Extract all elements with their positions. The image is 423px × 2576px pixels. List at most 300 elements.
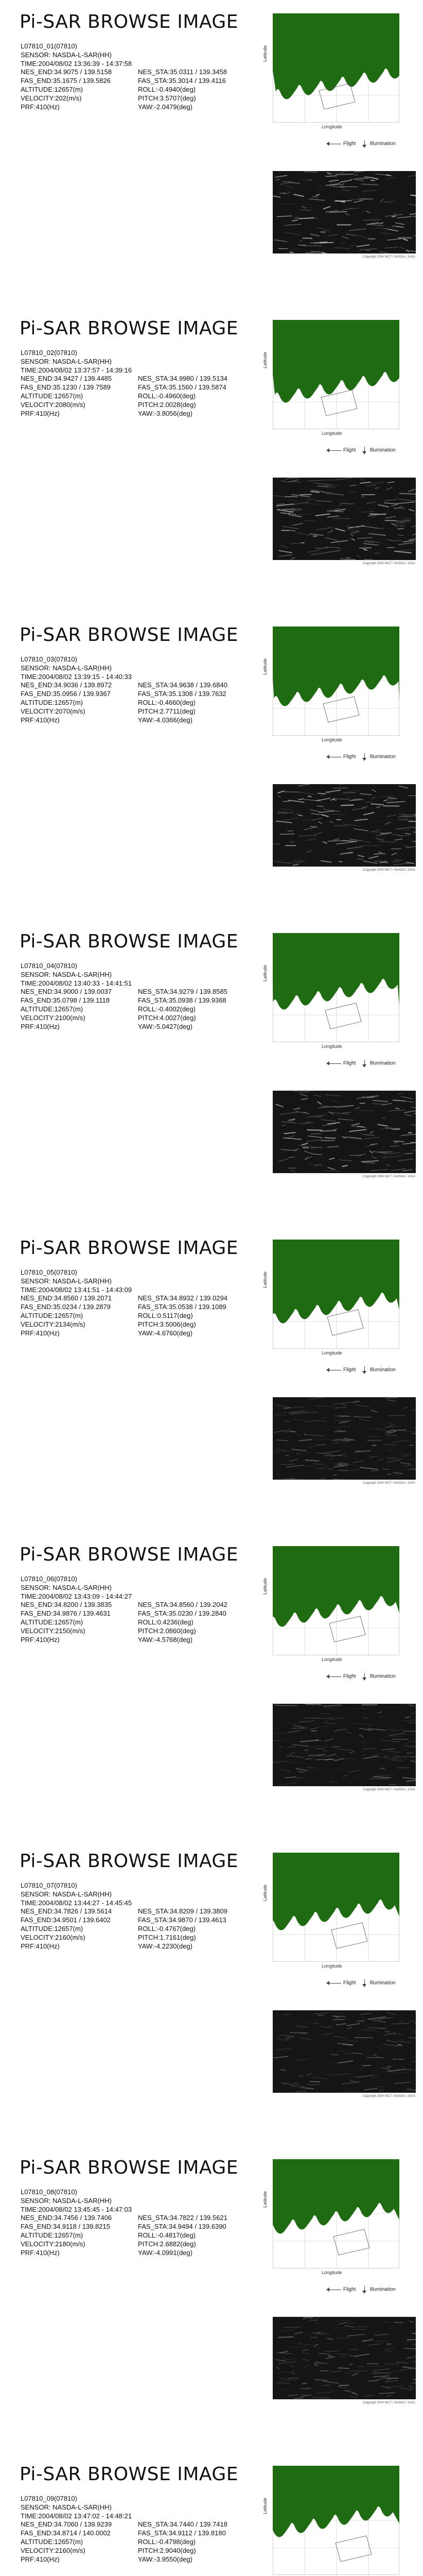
page-title: Pi-SAR BROWSE IMAGE <box>20 2157 239 2178</box>
prf-value: PRF:410(Hz) <box>21 1022 60 1030</box>
sar-streak <box>350 1708 365 1709</box>
meta-row <box>21 366 132 375</box>
browse-sheet <box>0 1226 423 1533</box>
altitude-value: ALTITUDE:12657(m) <box>21 2231 83 2239</box>
sar-streak <box>290 1431 296 1432</box>
pitch-value: PITCH:4.0027(deg) <box>138 1013 196 1022</box>
map-legend <box>327 1673 396 1680</box>
meta-row <box>21 1329 192 1338</box>
location-map <box>273 2466 399 2575</box>
time-value: TIME:2004/08/02 13:44:27 - 14:45:45 <box>21 1899 132 1907</box>
sar-streak <box>369 1778 387 1779</box>
image-credit: Copyright 2004 NICT / NASDA / JAXA <box>363 869 415 872</box>
location-map <box>273 320 399 429</box>
velocity-value: VELOCITY:2180(m/s) <box>21 2240 85 2248</box>
roll-value: ROLL:-0.4767(deg) <box>138 1924 196 1933</box>
time-value: TIME:2004/08/02 13:41:51 - 14:43:09 <box>21 1285 132 1294</box>
nes-sta-value: NES_STA:34.9279 / 139.8585 <box>138 988 227 996</box>
meta-row <box>21 60 132 69</box>
nes-end-value: NES_END:34.7826 / 139.5614 <box>21 1907 112 1916</box>
time-value: TIME:2004/08/02 13:40:33 - 14:41:51 <box>21 979 132 987</box>
nes-end-value: NES_END:34.8200 / 139.3835 <box>21 1601 112 1609</box>
sar-streak <box>320 1726 328 1727</box>
sar-streak <box>339 1465 344 1466</box>
sar-browse-image <box>273 478 416 560</box>
yaw-value: YAW:-5.0427(deg) <box>138 1022 192 1030</box>
prf-value: PRF:410(Hz) <box>21 1329 60 1337</box>
latitude-label: Latitude <box>262 964 268 981</box>
legend-flight: Flight <box>343 1980 356 1986</box>
meta-row <box>21 2197 132 2206</box>
flight-arrow-icon <box>327 450 341 451</box>
altitude-value: ALTITUDE:12657(m) <box>21 2537 83 2546</box>
meta-row <box>21 2503 132 2512</box>
fas-end-value: FAS_END:35.0798 / 139.1118 <box>21 996 110 1005</box>
legend-flight: Flight <box>343 754 356 760</box>
sar-streak <box>325 211 331 212</box>
fas-end-value: FAS_END:34.9118 / 139.8215 <box>21 2223 110 2231</box>
meta-row <box>21 655 132 664</box>
prf-value: PRF:410(Hz) <box>21 1635 60 1643</box>
legend-flight: Flight <box>343 1060 356 1066</box>
legend-illumination: Illumination <box>369 1980 396 1986</box>
fas-sta-value: FAS_STA:34.9112 / 139.8180 <box>138 2529 226 2537</box>
meta-row <box>21 1022 192 1031</box>
legend-illumination: Illumination <box>369 447 396 453</box>
yaw-value: YAW:-3.8056(deg) <box>138 409 192 417</box>
latitude-label: Latitude <box>262 45 268 62</box>
sar-streak <box>307 1412 318 1413</box>
metadata-block <box>21 42 227 111</box>
sar-browse-image <box>273 2317 416 2399</box>
pitch-value: PITCH:2.7711(deg) <box>138 707 196 715</box>
meta-row <box>21 2495 132 2503</box>
meta-row <box>21 1268 132 1277</box>
sar-streak <box>380 528 384 529</box>
fas-end-value: FAS_END:34.9501 / 139.6402 <box>21 1916 111 1924</box>
meta-row <box>21 1320 196 1329</box>
fas-sta-value: FAS_STA:35.1560 / 139.5874 <box>138 383 226 392</box>
pitch-value: PITCH:1.7161(deg) <box>138 1933 196 1941</box>
yaw-value: YAW:-4.5768(deg) <box>138 1635 192 1643</box>
metadata-block <box>21 962 227 1031</box>
nes-end-value: NES_END:34.7456 / 139.7406 <box>21 2214 112 2222</box>
meta-row <box>21 383 226 392</box>
sar-streak <box>372 1445 376 1446</box>
time-value: TIME:2004/08/02 13:45:45 - 14:47:03 <box>21 2205 132 2213</box>
sensor-value: SENSOR: NASDA-L-SAR(HH) <box>21 1890 112 1898</box>
pitch-value: PITCH:2.0028(deg) <box>138 400 196 409</box>
sensor-value: SENSOR: NASDA-L-SAR(HH) <box>21 970 112 978</box>
meta-row <box>21 1311 193 1320</box>
location-map <box>273 933 399 1042</box>
prf-value: PRF:410(Hz) <box>21 2248 60 2257</box>
roll-value: ROLL:-0.4940(deg) <box>138 85 196 93</box>
image-credit: Copyright 2004 NICT / NASDA / JAXA <box>363 562 415 565</box>
fas-end-value: FAS_END:35.0234 / 139.2879 <box>21 1303 111 1311</box>
browse-sheet <box>0 307 423 613</box>
yaw-value: YAW:-2.0479(deg) <box>138 103 192 111</box>
sar-browse-image <box>273 2010 416 2093</box>
sar-streak <box>349 1155 362 1156</box>
sar-streak <box>371 180 375 181</box>
sar-streak <box>324 2385 330 2386</box>
map-legend <box>327 1060 396 1067</box>
sar-browse-image <box>273 171 416 253</box>
longitude-label: Longitude <box>322 737 342 742</box>
sar-streak <box>292 508 299 509</box>
sar-streak <box>332 518 350 519</box>
legend-flight: Flight <box>343 447 356 453</box>
meta-row <box>21 1286 132 1295</box>
sar-streak <box>283 801 290 802</box>
illumination-arrow-icon <box>362 2286 367 2293</box>
product-id: L07810_01(07810) <box>21 42 77 50</box>
product-id: L07810_09(07810) <box>21 2495 77 2502</box>
meta-row <box>21 690 226 699</box>
sensor-value: SENSOR: NASDA-L-SAR(HH) <box>21 1277 112 1285</box>
nes-end-value: NES_END:34.9075 / 139.5158 <box>21 68 112 76</box>
longitude-label: Longitude <box>322 1044 342 1049</box>
meta-row <box>21 681 227 690</box>
meta-row <box>21 698 196 707</box>
location-map <box>273 1546 399 1655</box>
nes-sta-value: NES_STA:34.8209 / 139.3809 <box>138 1907 227 1916</box>
fas-end-value: FAS_END:35.0956 / 139.9367 <box>21 690 111 698</box>
metadata-block <box>21 2495 227 2564</box>
nes-sta-value: NES_STA:34.8560 / 139.2042 <box>138 1601 227 1609</box>
map-legend <box>327 753 396 760</box>
illumination-arrow-icon <box>362 447 367 454</box>
altitude-value: ALTITUDE:12657(m) <box>21 1618 83 1626</box>
velocity-value: VELOCITY:202(m/s) <box>21 94 82 102</box>
meta-row <box>21 400 196 410</box>
roll-value: ROLL:-0.4798(deg) <box>138 2537 196 2546</box>
meta-row <box>21 1942 192 1951</box>
flight-arrow-icon <box>327 1063 341 1064</box>
nes-sta-value: NES_STA:34.8932 / 139.0294 <box>138 1294 227 1302</box>
page-title: Pi-SAR BROWSE IMAGE <box>20 931 239 952</box>
legend-flight: Flight <box>343 141 356 147</box>
product-id: L07810_08(07810) <box>21 2188 77 2196</box>
velocity-value: VELOCITY:2080(m/s) <box>21 400 85 409</box>
page-title: Pi-SAR BROWSE IMAGE <box>20 11 239 32</box>
velocity-value: VELOCITY:2100(m/s) <box>21 1013 85 1022</box>
velocity-value: VELOCITY:2070(m/s) <box>21 707 85 715</box>
fas-sta-value: FAS_STA:35.0230 / 139.2840 <box>138 1609 226 1618</box>
prf-value: PRF:410(Hz) <box>21 409 60 417</box>
sar-streak <box>301 2388 311 2389</box>
sar-streak <box>392 861 399 862</box>
meta-row <box>21 2214 227 2223</box>
location-map <box>273 13 399 123</box>
latitude-label: Latitude <box>262 2497 268 2514</box>
nes-sta-value: NES_STA:34.9980 / 139.5134 <box>138 375 227 383</box>
location-map <box>273 626 399 736</box>
longitude-label: Longitude <box>322 1963 342 1969</box>
sar-streak <box>295 217 299 218</box>
image-credit: Copyright 2004 NICT / NASDA / JAXA <box>363 2095 415 2098</box>
nes-sta-value: NES_STA:34.9638 / 139.6840 <box>138 681 227 689</box>
illumination-arrow-icon <box>362 1060 367 1067</box>
latitude-label: Latitude <box>262 1578 268 1595</box>
meta-row <box>21 664 132 673</box>
sar-streak <box>281 530 289 531</box>
meta-row <box>21 971 132 979</box>
meta-row <box>21 707 196 716</box>
meta-row <box>21 1882 132 1890</box>
meta-row <box>21 1303 226 1312</box>
metadata-block <box>21 349 227 418</box>
nes-end-value: NES_END:34.9036 / 139.8972 <box>21 681 112 689</box>
meta-row <box>21 2188 132 2197</box>
page-title: Pi-SAR BROWSE IMAGE <box>20 318 239 339</box>
altitude-value: ALTITUDE:12657(m) <box>21 698 83 706</box>
pitch-value: PITCH:3.5006(deg) <box>138 1320 196 1328</box>
meta-row <box>21 2248 192 2258</box>
time-value: TIME:2004/08/02 13:39:15 - 14:40:33 <box>21 672 132 681</box>
browse-sheet <box>0 1839 423 2146</box>
meta-row <box>21 2206 132 2214</box>
roll-value: ROLL:0.4236(deg) <box>138 1618 193 1626</box>
browse-sheet <box>0 613 423 920</box>
legend-flight: Flight <box>343 1673 356 1680</box>
meta-row <box>21 1635 192 1645</box>
product-id: L07810_04(07810) <box>21 962 77 970</box>
legend-illumination: Illumination <box>369 1060 396 1066</box>
longitude-label: Longitude <box>322 1350 342 1355</box>
longitude-label: Longitude <box>322 2270 342 2275</box>
sar-streak <box>336 174 354 175</box>
illumination-arrow-icon <box>362 1979 367 1987</box>
illumination-arrow-icon <box>362 1366 367 1374</box>
meta-row <box>21 68 227 77</box>
fas-sta-value: FAS_STA:35.0938 / 139.9368 <box>138 996 226 1005</box>
meta-row <box>21 1294 227 1303</box>
map-legend <box>327 1979 396 1987</box>
legend-flight: Flight <box>343 2286 356 2293</box>
map-legend <box>327 1366 396 1374</box>
latitude-label: Latitude <box>262 1271 268 1288</box>
meta-row <box>21 2223 226 2231</box>
prf-value: PRF:410(Hz) <box>21 103 60 111</box>
roll-value: ROLL:0.5117(deg) <box>138 1311 193 1319</box>
meta-row <box>21 979 132 988</box>
meta-row <box>21 2520 227 2529</box>
legend-illumination: Illumination <box>369 141 396 147</box>
time-value: TIME:2004/08/02 13:36:39 - 14:37:58 <box>21 59 132 67</box>
legend-illumination: Illumination <box>369 1367 396 1373</box>
altitude-value: ALTITUDE:12657(m) <box>21 85 83 93</box>
sar-streak <box>284 2327 301 2328</box>
meta-row <box>21 1907 227 1916</box>
location-map <box>273 1240 399 1349</box>
sar-streak <box>391 540 401 541</box>
time-value: TIME:2004/08/02 13:37:57 - 14:39:16 <box>21 366 132 374</box>
map-legend <box>327 2286 396 2293</box>
sar-streak <box>310 2081 320 2082</box>
altitude-value: ALTITUDE:12657(m) <box>21 1005 83 1013</box>
sar-streak <box>385 520 397 521</box>
meta-row <box>21 2240 196 2249</box>
meta-row <box>21 1609 226 1618</box>
metadata-block <box>21 1268 227 1337</box>
meta-row <box>21 1916 226 1925</box>
illumination-arrow-icon <box>362 1673 367 1680</box>
prf-value: PRF:410(Hz) <box>21 2555 60 2563</box>
sar-streak <box>413 2344 416 2345</box>
roll-value: ROLL:-0.4660(deg) <box>138 698 196 706</box>
meta-row <box>21 77 226 86</box>
page-title: Pi-SAR BROWSE IMAGE <box>20 1238 239 1259</box>
time-value: TIME:2004/08/02 13:47:02 - 14:48:21 <box>21 2512 132 2520</box>
sensor-value: SENSOR: NASDA-L-SAR(HH) <box>21 2196 112 2205</box>
page-title: Pi-SAR BROWSE IMAGE <box>20 624 239 646</box>
fas-end-value: FAS_END:34.8714 / 140.0002 <box>21 2529 111 2537</box>
legend-illumination: Illumination <box>369 754 396 760</box>
map-legend <box>327 140 396 147</box>
image-credit: Copyright 2004 NICT / NASDA / JAXA <box>363 1482 415 1485</box>
meta-row <box>21 1924 196 1934</box>
browse-sheet <box>0 2452 423 2576</box>
flight-arrow-icon <box>327 1676 341 1677</box>
fas-sta-value: FAS_STA:35.3014 / 139.4116 <box>138 77 226 85</box>
longitude-label: Longitude <box>322 124 342 129</box>
sar-streak <box>328 2356 332 2357</box>
velocity-value: VELOCITY:2150(m/s) <box>21 1626 85 1635</box>
sensor-value: SENSOR: NASDA-L-SAR(HH) <box>21 2503 112 2511</box>
metadata-block <box>21 1575 227 1644</box>
metadata-block <box>21 655 227 724</box>
yaw-value: YAW:-4.0991(deg) <box>138 2248 192 2257</box>
nes-end-value: NES_END:34.7060 / 139.9239 <box>21 2520 112 2529</box>
meta-row <box>21 1575 132 1584</box>
meta-row <box>21 2512 132 2521</box>
illumination-arrow-icon <box>362 140 367 147</box>
sar-streak <box>392 226 395 227</box>
meta-row <box>21 2529 226 2538</box>
meta-row <box>21 1899 132 1908</box>
sar-streak <box>394 213 397 214</box>
sensor-value: SENSOR: NASDA-L-SAR(HH) <box>21 357 112 365</box>
meta-row <box>21 673 132 682</box>
nes-sta-value: NES_STA:34.7822 / 139.5621 <box>138 2214 227 2222</box>
image-credit: Copyright 2004 NICT / NASDA / JAXA <box>363 2401 415 2404</box>
sensor-value: SENSOR: NASDA-L-SAR(HH) <box>21 664 112 672</box>
sensor-value: SENSOR: NASDA-L-SAR(HH) <box>21 1583 112 1591</box>
page-title: Pi-SAR BROWSE IMAGE <box>20 1851 239 1872</box>
nes-end-value: NES_END:34.8560 / 139.2071 <box>21 1294 112 1302</box>
altitude-value: ALTITUDE:12657(m) <box>21 392 83 400</box>
latitude-label: Latitude <box>262 2191 268 2208</box>
meta-row <box>21 1626 196 1636</box>
fas-sta-value: FAS_STA:35.1308 / 139.7632 <box>138 690 226 698</box>
fas-end-value: FAS_END:34.9876 / 139.4631 <box>21 1609 111 1618</box>
meta-row <box>21 349 132 358</box>
sar-streak <box>286 1455 289 1456</box>
meta-row <box>21 1592 132 1601</box>
sar-streak <box>305 1122 313 1123</box>
fas-sta-value: FAS_STA:34.9494 / 139.6390 <box>138 2223 226 2231</box>
image-credit: Copyright 2004 NICT / NASDA / JAXA <box>363 1175 415 1178</box>
meta-row <box>21 409 192 418</box>
metadata-block <box>21 2188 227 2257</box>
meta-row <box>21 103 192 112</box>
pitch-value: PITCH:3.5707(deg) <box>138 94 196 102</box>
pitch-value: PITCH:2.0860(deg) <box>138 1626 196 1635</box>
roll-value: ROLL:-0.4960(deg) <box>138 392 196 400</box>
meta-row <box>21 2546 196 2555</box>
altitude-value: ALTITUDE:12657(m) <box>21 1311 83 1319</box>
meta-row <box>21 85 196 94</box>
sar-streak <box>281 2070 286 2071</box>
sar-streak <box>393 1129 400 1130</box>
sar-streak <box>334 1431 346 1432</box>
sar-browse-image <box>273 1397 416 1480</box>
fas-end-value: FAS_END:35.1230 / 139.7589 <box>21 383 111 392</box>
yaw-value: YAW:-4.6760(deg) <box>138 1329 192 1337</box>
image-credit: Copyright 2004 NICT / NASDA / JAXA <box>363 256 415 259</box>
velocity-value: VELOCITY:2160(m/s) <box>21 2546 85 2554</box>
product-id: L07810_03(07810) <box>21 655 77 663</box>
sar-streak <box>305 1704 321 1705</box>
meta-row <box>21 988 227 996</box>
browse-sheet <box>0 0 423 307</box>
time-value: TIME:2004/08/02 13:43:09 - 14:44:27 <box>21 1592 132 1600</box>
sar-streak <box>385 2031 390 2032</box>
sar-browse-image <box>273 1091 416 1173</box>
meta-row <box>21 1013 196 1023</box>
meta-row <box>21 1005 196 1014</box>
meta-row <box>21 716 192 725</box>
meta-row <box>21 2537 196 2547</box>
sar-streak <box>393 2059 404 2060</box>
pitch-value: PITCH:2.6882(deg) <box>138 2240 196 2248</box>
flight-arrow-icon <box>327 1983 341 1984</box>
legend-illumination: Illumination <box>369 2286 396 2293</box>
meta-row <box>21 392 196 401</box>
sar-streak <box>280 1464 294 1465</box>
yaw-value: YAW:-4.2230(deg) <box>138 1942 192 1950</box>
meta-row <box>21 42 132 51</box>
meta-row <box>21 1933 196 1942</box>
legend-illumination: Illumination <box>369 1673 396 1680</box>
meta-row <box>21 94 196 103</box>
latitude-label: Latitude <box>262 1884 268 1901</box>
sar-streak <box>408 1132 412 1133</box>
legend-flight: Flight <box>343 1367 356 1373</box>
latitude-label: Latitude <box>262 351 268 368</box>
roll-value: ROLL:-0.4002(deg) <box>138 1005 196 1013</box>
pitch-value: PITCH:2.9040(deg) <box>138 2546 196 2554</box>
meta-row <box>21 1584 132 1592</box>
image-credit: Copyright 2004 NICT / NASDA / JAXA <box>363 1788 415 1791</box>
sar-streak <box>409 821 416 822</box>
browse-sheet <box>0 1533 423 1839</box>
prf-value: PRF:410(Hz) <box>21 1942 60 1950</box>
product-id: L07810_07(07810) <box>21 1882 77 1889</box>
yaw-value: YAW:-4.0366(deg) <box>138 716 192 724</box>
fas-sta-value: FAS_STA:34.9870 / 139.4613 <box>138 1916 226 1924</box>
meta-row <box>21 375 227 383</box>
product-id: L07810_05(07810) <box>21 1268 77 1276</box>
meta-row <box>21 996 226 1005</box>
roll-value: ROLL:-0.4817(deg) <box>138 2231 196 2239</box>
meta-row <box>21 51 132 60</box>
location-map <box>273 2159 399 2268</box>
page-title: Pi-SAR BROWSE IMAGE <box>20 2464 239 2485</box>
meta-row <box>21 1618 193 1627</box>
